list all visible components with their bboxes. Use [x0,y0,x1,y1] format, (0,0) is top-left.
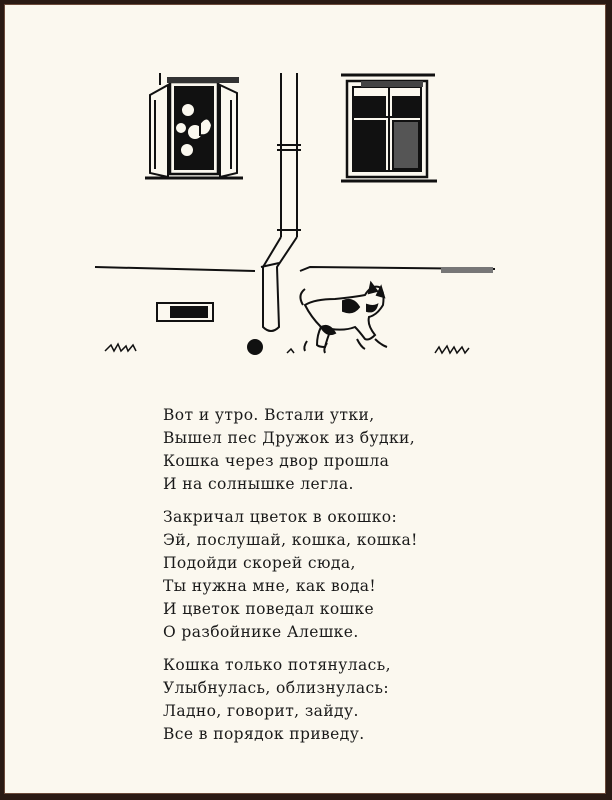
cat-icon [300,283,387,353]
stanza [163,506,463,644]
poem-line: Эй, послушай, кошка, кошка! [163,531,418,549]
poem-line: О разбойнике Алешке. [163,623,359,641]
window-icon [341,75,437,181]
poem-line: Ладно, говорит, зайду. [163,702,359,720]
poem-line: Все в порядок приведу. [163,725,365,743]
ball-icon [248,340,262,354]
poem-line: Подойди скорей сюда, [163,554,356,572]
poem-line: Вот и утро. Встали утки, [163,406,375,424]
poem-line: И на солнышке легла. [163,475,354,493]
poem-text [163,404,463,756]
poem-line: Кошка через двор прошла [163,452,390,470]
poem-line: Закричал цветок в окошко: [163,508,398,526]
poem-line: Улыбнулась, облизнулась: [163,679,390,697]
stanza [163,404,463,496]
window-with-flower-icon [145,73,243,178]
stanza [163,654,463,746]
basement-vent-icon [157,303,213,321]
drainpipe-icon [261,73,301,331]
poem-line: Кошка только потянулась, [163,656,391,674]
street-illustration [5,5,607,385]
poem-line: Вышел пес Дружок из будки, [163,429,416,447]
book-page [4,4,606,794]
poem-line: Ты нужна мне, как вода! [163,577,377,595]
grass-icon [105,344,469,353]
poem-line: И цветок поведал кошке [163,600,375,618]
